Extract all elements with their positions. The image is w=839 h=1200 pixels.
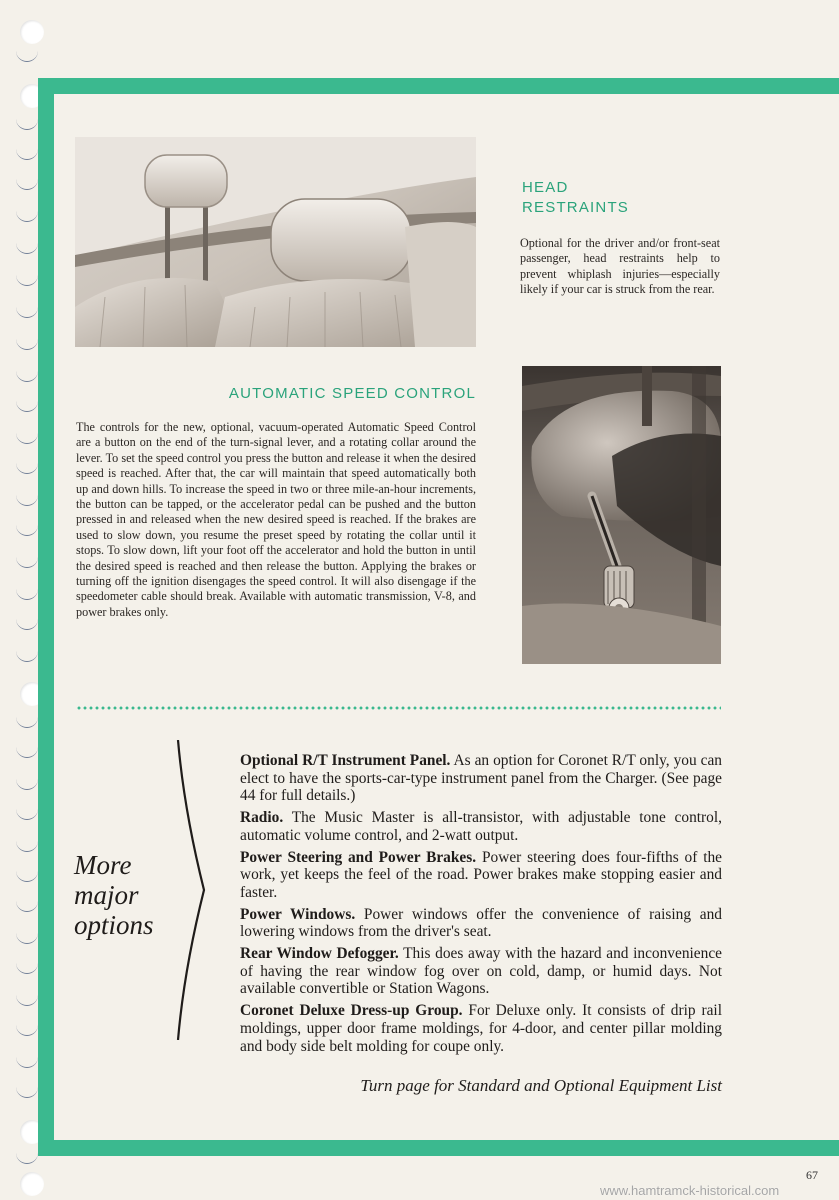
option-name: Coronet Deluxe Dress-up Group. (240, 1002, 463, 1020)
binder-notch (16, 178, 38, 190)
binder-notch (16, 432, 38, 444)
head-restraints-heading (522, 178, 629, 218)
binder-notch (16, 1056, 38, 1068)
watermark: www.hamtramck-historical.com (600, 1183, 780, 1198)
binder-notch (16, 716, 38, 728)
more-options-title-line2: major (74, 880, 139, 910)
options-list (240, 752, 722, 1059)
binder-notch (16, 870, 38, 882)
speed-control-heading: AUTOMATIC SPEED CONTROL (228, 385, 476, 402)
option-item (240, 752, 722, 805)
binder-notch (16, 900, 38, 912)
option-text: For Deluxe only. It consists of drip rail moldings, upper door frame moldings, for 4-door, and center pillar molding and body side belt molding for coupe only. (240, 1002, 722, 1055)
binder-notch (16, 650, 38, 662)
binder-notch (16, 148, 38, 160)
turn-page-note: Turn page for Standard and Optional Equipment List (360, 1076, 722, 1095)
option-text: The Music Master is all-transistor, with adjustable tone control, automatic volume control, and 2-watt output. (240, 809, 722, 844)
head-restraints-body: Optional for the driver and/or front-seat passenger, head restraints help to prevent whiplash injuries—especially likely if your car is struck from the rear. (520, 236, 720, 297)
dotted-separator (76, 706, 721, 710)
option-item (240, 945, 722, 998)
more-options-title-line1: More (74, 850, 132, 880)
binder-notch (16, 462, 38, 474)
binder-notch (16, 210, 38, 222)
binder-notch (16, 778, 38, 790)
more-options-title (74, 850, 186, 940)
binder-notch (16, 274, 38, 286)
binder-notch (16, 306, 38, 318)
option-name: Rear Window Defogger. (240, 945, 399, 963)
head-restraints-heading-line2: RESTRAINTS (522, 199, 630, 216)
binder-notch (16, 618, 38, 630)
binder-notch (16, 556, 38, 568)
head-restraints-photo (75, 137, 476, 347)
option-text: As an option for Coronet R/T only, you can elect to have the sports-car-type instrument panel from the Charger. (See page 44 for full details.) (240, 752, 722, 805)
more-options-title-line3: options (74, 910, 154, 940)
speed-control-photo (522, 366, 721, 664)
binder-notch (16, 840, 38, 852)
option-text: Power windows offer the convenience of raising and lowering windows from the driver's seat. (240, 905, 723, 941)
page-number: 67 (806, 1168, 818, 1182)
binder-notch (16, 118, 38, 130)
green-frame-top (38, 78, 839, 94)
chevron-bracket (172, 740, 212, 1045)
option-item (240, 849, 722, 902)
binder-notch (16, 746, 38, 758)
binder-notch (16, 994, 38, 1006)
option-item (240, 809, 722, 844)
punch-hole (20, 20, 44, 44)
binder-notch (16, 962, 38, 974)
binder-notch (16, 242, 38, 254)
option-text: This does away with the hazard and inconvenience of having the rear window fog over on cold, damp, or humid days. Not available convertible or Station Wagons. (240, 945, 722, 998)
binder-notch (16, 338, 38, 350)
speed-control-body: The controls for the new, optional, vacuum-operated Automatic Speed Control are a button on the end of the turn-signal lever, and a rotating collar around the lever. To set the speed control you press the button and release it when the desired speed is reached. After that, the car will maintain that speed automatically both up and down hills. To increase the speed in two or three mile-an-hour increments, the button can be tapped, or the accelerator pedal can be pushed and the button pressed in and released when the new desired speed is reached. If the brakes are used to slow down, you resume the preset speed by rotating the collar until it stops. To slow down, lift your foot off the accelerator and hold the button in until the desired speed is reached and then release the button. Applying the brakes or turning off the ignition disengages the speed control. It will also disengage if the speedometer cable should break. Available with automatic transmission, V-8, and power brakes only. (76, 420, 476, 619)
binder-notch (16, 494, 38, 506)
binder-notch (16, 588, 38, 600)
punch-hole (20, 1172, 44, 1196)
binder-notch (16, 1024, 38, 1036)
binder-notch (16, 932, 38, 944)
option-item (240, 1002, 722, 1055)
binder-notch (16, 400, 38, 412)
option-name: Power Windows. (240, 905, 356, 923)
binder-notch (16, 1086, 38, 1098)
binder-notch (16, 808, 38, 820)
green-frame-left (38, 78, 54, 1156)
option-item (240, 906, 722, 941)
option-name: Power Steering and Power Brakes. (240, 848, 477, 866)
binder-notch (16, 524, 38, 536)
option-name: Optional R/T Instrument Panel. (240, 752, 451, 769)
binder-notch (16, 50, 38, 62)
green-frame-bottom (38, 1140, 839, 1156)
option-text: Power steering does four-fifths of the work, yet keeps the feel of the road. Power brakes make stopping easier and faster. (240, 848, 722, 901)
binder-notch (16, 370, 38, 382)
binder-notch (16, 1152, 38, 1164)
option-name: Radio. (240, 809, 284, 827)
head-restraints-heading-line1: HEAD (522, 179, 569, 196)
